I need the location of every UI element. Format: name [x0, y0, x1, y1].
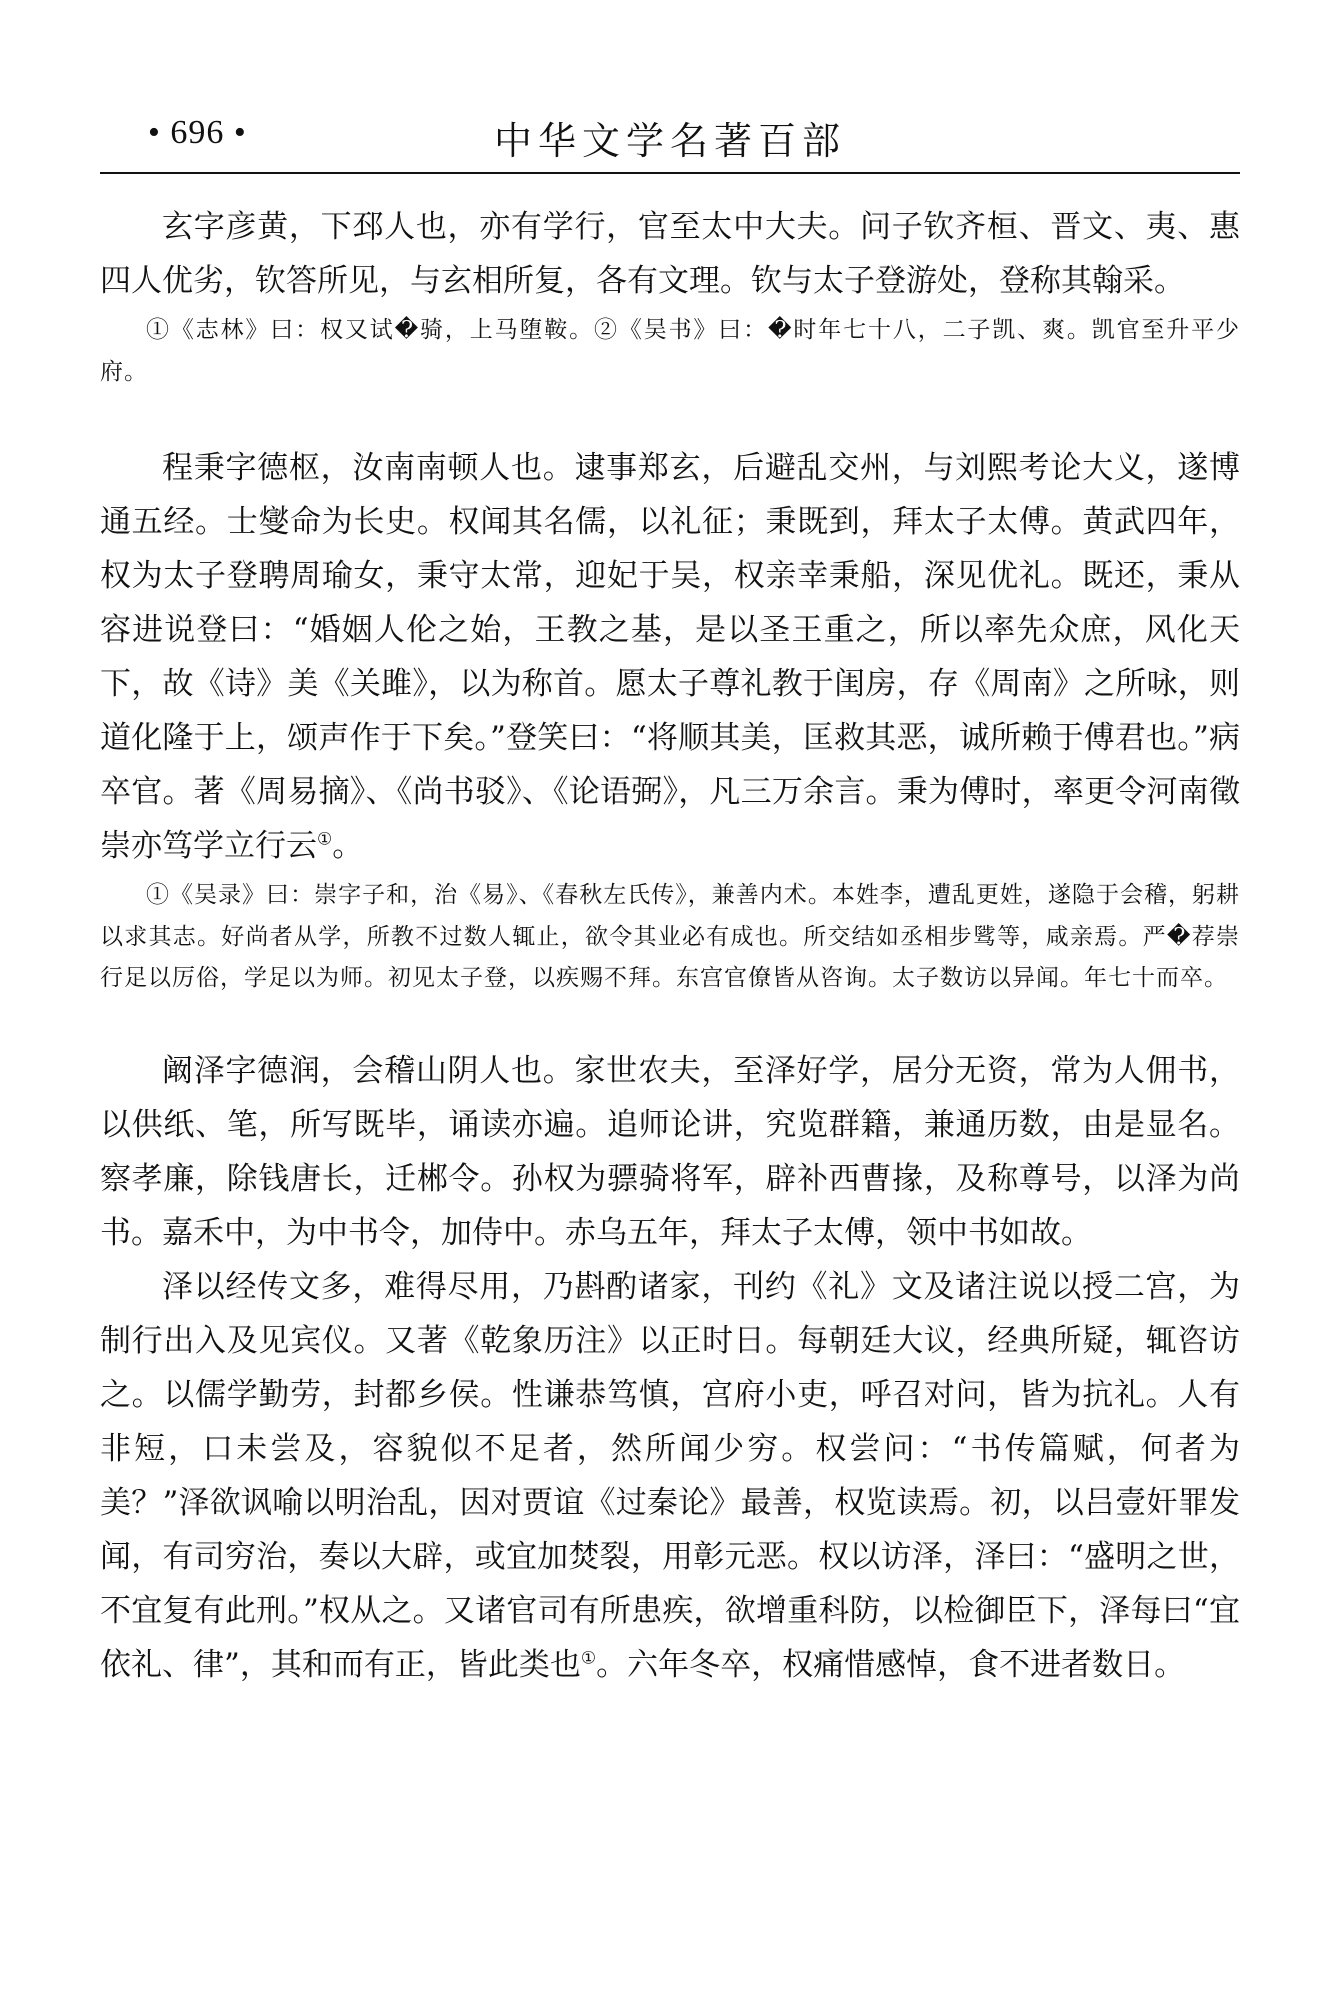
- footnote-marker: ①: [580, 1648, 597, 1669]
- page-number: • 696 •: [148, 114, 247, 151]
- body-paragraph: 阚泽字德润，会稽山阴人也。家世农夫，至泽好学，居分无资，常为人佣书，以供纸、笔，所写既毕，诵读亦遍。追师论讲，究览群籍，兼通历数，由是显名。察孝廉，除钱唐长，迁郴令。孙权为骠骑将军，辟补西曹掾，及称尊号，以泽为尚书。嘉禾中，为中书令，加侍中。赤乌五年，拜太子太傅，领中书如故。: [100, 1052, 1240, 1251]
- page-header: [100, 100, 1240, 172]
- footnote: ①《吴录》曰：崇字子和，治《易》、《春秋左氏传》，兼善内术。本姓李，遭乱更姓，遂隐于会稽，躬耕以求其志。好尚者从学，所教不过数人辄止，欲令其业必有成也。所交结如丞相步骘等，咸亲焉。严�荐崇行足以厉俗，学足以为师。初见太子登，以疾赐不拜。东宫官僚皆从咨询。太子数访以异闻。年七十而卒。: [100, 882, 1240, 991]
- running-title: 中华文学名著百部: [493, 119, 846, 163]
- paragraph-text: 程秉字德枢，汝南南顿人也。逮事郑玄，后避乱交州，与刘熙考论大义，遂博通五经。士燮命为长史。权闻其名儒，以礼征；秉既到，拜太子太傅。黄武四年，权为太子登聘周瑜女，秉守太常，迎妃于吴，权亲幸秉船，深见优礼。既还，秉从容进说登曰：“婚姻人伦之始，王教之基，是以圣王重之，所以率先众庶，风化天下，故《诗》美《关雎》，以为称首。愿太子尊礼教于闺房，存《周南》之所咏，则道化隆于上，颂声作于下矣。”登笑曰：“将顺其美，匡救其恶，诚所赖于傅君也。”病卒官。著《周易摘》、《尚书驳》、《论语弼》，凡三万余言。秉为傅时，率更令河南徵崇亦笃学立行云: [100, 450, 1240, 864]
- paragraph-tail: 。六年冬卒，权痛惜感悼，食不进者数日。: [596, 1646, 1186, 1683]
- section-gap: [100, 393, 1240, 441]
- page-body: [100, 200, 1240, 1692]
- section-gap: [100, 1000, 1240, 1044]
- header-rule: [100, 172, 1240, 174]
- body-paragraph: [100, 441, 1240, 873]
- body-paragraph: 玄字彦黄，下邳人也，亦有学行，官至太中大夫。问子钦齐桓、晋文、夷、惠四人优劣，钦答所见，与玄相所复，各有文理。钦与太子登游处，登称其翰采。: [100, 209, 1240, 299]
- body-paragraph: [100, 1260, 1240, 1692]
- paragraph-tail: 。: [332, 828, 364, 864]
- footnote: ①《志林》曰：权又试�骑，上马堕鞍。②《吴书》曰：�时年七十八，二子凯、爽。凯官至升平少府。: [100, 317, 1240, 385]
- paragraph-text: 泽以经传文多，难得尽用，乃斟酌诸家，刊约《礼》文及诸注说以授二宫，为制行出入及见宾仪。又著《乾象历注》以正时日。每朝廷大议，经典所疑，辄咨访之。以儒学勤劳，封都乡侯。性谦恭笃慎，宫府小吏，呼召对问，皆为抗礼。人有非短，口未尝及，容貌似不足者，然所闻少穷。权尝问：“书传篇赋，何者为美？”泽欲讽喻以明治乱，因对贾谊《过秦论》最善，权览读焉。初，以吕壹奸罪发闻，有司穷治，奏以大辟，或宜加焚裂，用彰元恶。权以访泽，泽曰：“盛明之世，不宜复有此刑。”权从之。又诸官司有所患疾，欲增重科防，以检御臣下，泽每曰“宜依礼、律”，其和而有正，皆此类也: [100, 1268, 1240, 1683]
- footnote-marker: ①: [317, 829, 333, 850]
